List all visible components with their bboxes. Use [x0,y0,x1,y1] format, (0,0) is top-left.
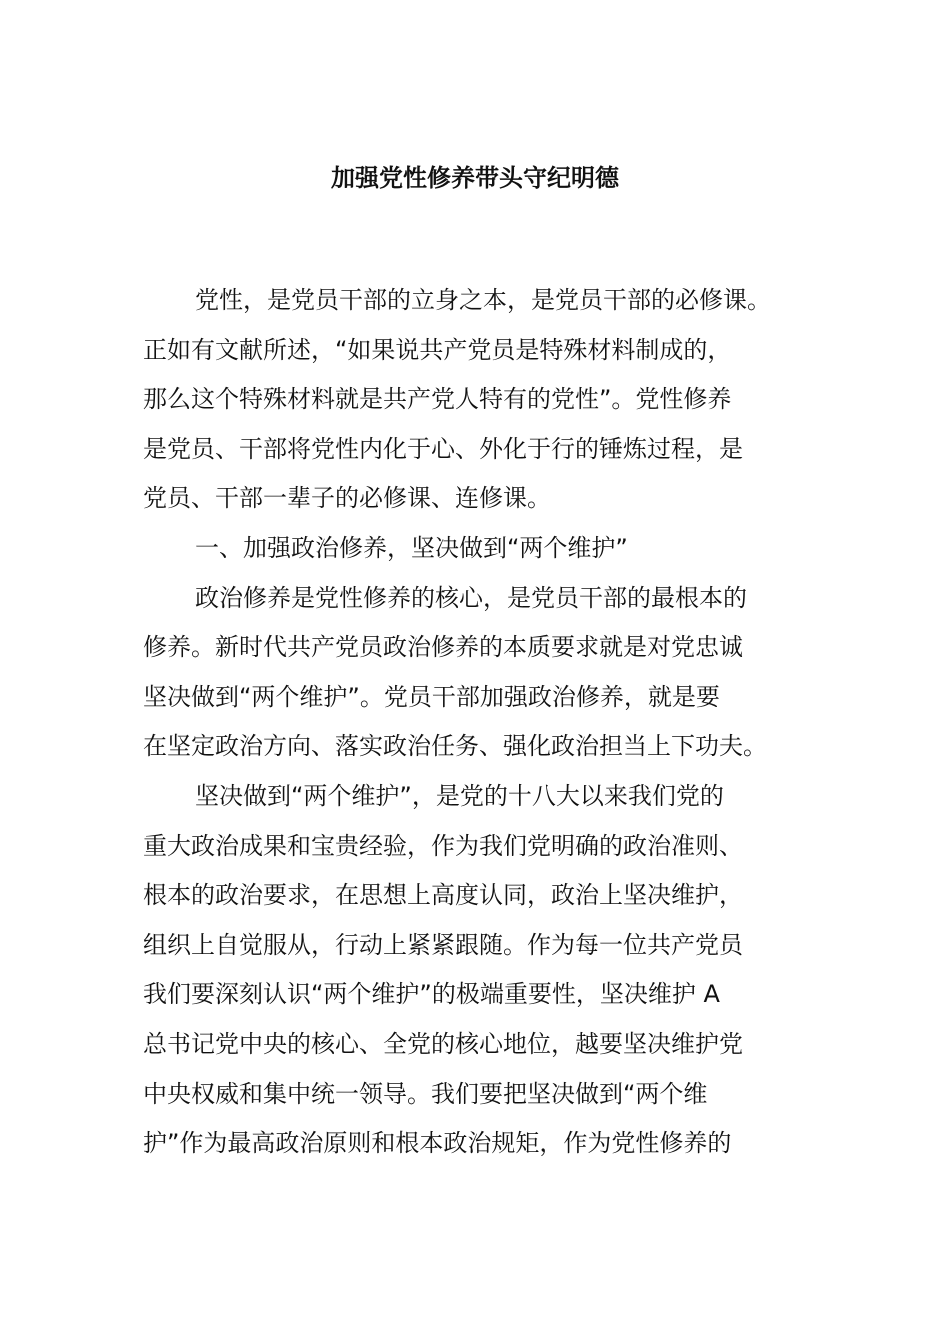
paragraph-line: 根本的政治要求，在思想上高度认同，政治上坚决维护， [143,881,743,910]
document-title: 加强党性修养带头守纪明德 [331,164,619,192]
paragraph-line: 护”作为最高政治原则和根本政治规矩，作为党性修养的 [143,1129,732,1158]
paragraph-line: 总书记党中央的核心、全党的核心地位，越要坚决维护党 [143,1029,743,1058]
paragraph-line: 组织上自觉服从，行动上紧紧跟随。作为每一位共产党员 [143,930,743,959]
document-body [143,276,813,1169]
paragraph-line: 正如有文献所述，“如果说共产党员是特殊材料制成的， [143,335,732,364]
paragraph-line: 坚决做到“两个维护”，是党的十八大以来我们党的 [195,781,724,810]
paragraph-line: 是党员、干部将党性内化于心、外化于行的锤炼过程，是 [143,434,743,463]
paragraph-line: 党性，是党员干部的立身之本，是党员干部的必修课。 [195,286,771,314]
paragraph-line: 政治修养是党性修养的核心，是党员干部的最根本的 [195,583,747,612]
section-heading: 一、加强政治修养，坚决做到“两个维护” [195,533,628,562]
paragraph-line: 那么这个特殊材料就是共产党人特有的党性”。党性修养 [143,385,732,414]
paragraph-line: 在坚定政治方向、落实政治任务、强化政治担当上下功夫。 [143,732,767,761]
paragraph-line: 重大政治成果和宝贵经验，作为我们党明确的政治准则、 [143,831,743,860]
paragraph-line: 修养。新时代共产党员政治修养的本质要求就是对党忠诚 [143,633,743,662]
paragraph-line: 中央权威和集中统一领导。我们要把坚决做到“两个维 [143,1079,708,1108]
paragraph-line: 坚决做到“两个维护”。党员干部加强政治修养，就是要 [143,682,720,711]
paragraph-line: 党员、干部一辈子的必修课、连修课。 [143,484,551,513]
paragraph-line: 我们要深刻认识“两个维护”的极端重要性，坚决维护 A [143,980,720,1009]
